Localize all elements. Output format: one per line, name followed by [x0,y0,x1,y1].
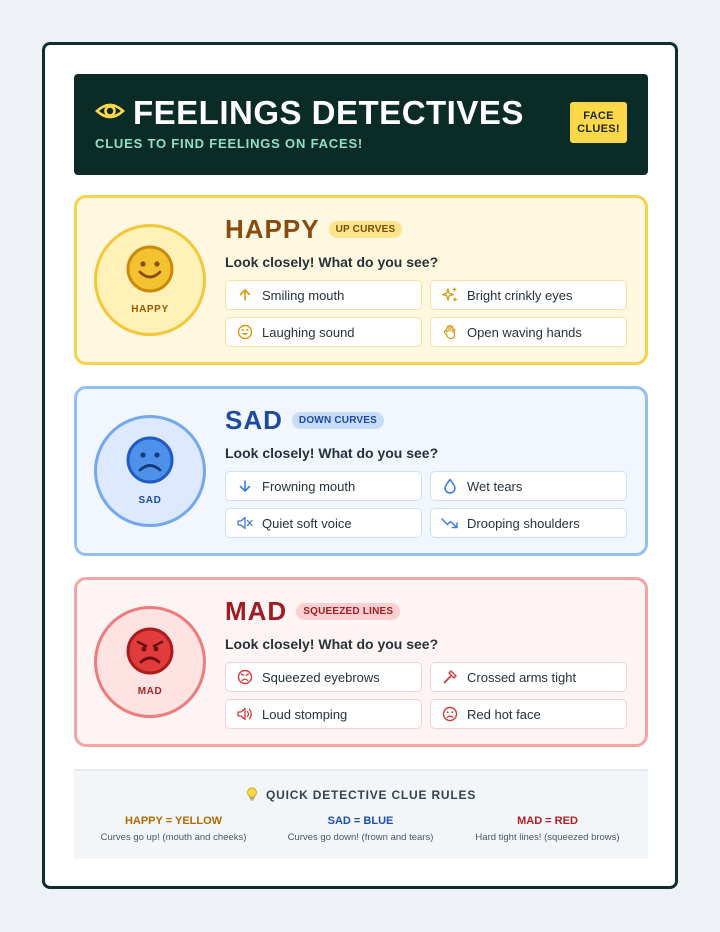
mad-circle-label: MAD [137,686,163,697]
clue-quiet-voice [225,508,422,538]
mad-face-icon [125,626,175,676]
sad-heading-row [225,405,384,436]
clue-laughing-sound [225,317,422,347]
happy-heading: HAPPY [225,214,320,244]
clue-label: Red hot face [467,706,541,722]
rule-detail: Curves go up! (mouth and cheeks) [100,832,247,843]
laughing-face-icon [236,323,254,341]
mad-card [74,577,648,747]
clue-label: Crossed arms tight [467,669,577,685]
sad-pill: DOWN CURVES [292,412,384,429]
rules-title: QUICK DETECTIVE CLUE RULES [265,788,477,802]
clue-label: Smiling mouth [262,287,345,303]
sad-face-icon [125,435,175,485]
sparkles-icon [441,286,459,304]
page-title: FEELINGS DETECTIVES [133,94,524,131]
happy-pill: UP CURVES [329,221,403,238]
volume-loud-icon [236,705,254,723]
title-row [95,94,524,132]
rule-sad [265,815,456,843]
sad-heading: SAD [225,405,283,435]
trending-down-icon [441,514,459,532]
clue-label: Loud stomping [262,706,348,722]
sad-face-circle [94,415,206,527]
clue-crossed-arms [430,662,627,692]
clue-waving-hands [430,317,627,347]
mad-heading: MAD [225,596,288,626]
clue-frowning-mouth [225,471,422,501]
clue-squeezed-eyebrows [225,662,422,692]
clue-label: Open waving hands [467,324,582,340]
mad-prompt: Look closely! What do you see? [225,636,439,652]
rule-detail: Curves go down! (frown and tears) [287,832,434,843]
clue-label: Wet tears [467,478,523,494]
worksheet [42,42,678,889]
frown-face-icon [441,705,459,723]
happy-card [74,195,648,365]
clue-rules-panel [74,769,648,859]
clue-label: Bright crinkly eyes [467,287,573,303]
sad-prompt: Look closely! What do you see? [225,445,439,461]
lightbulb-icon [246,788,266,802]
sad-card [74,386,648,556]
angry-face-icon [236,668,254,686]
rule-heading: MAD = RED [517,815,578,827]
volume-mute-icon [236,514,254,532]
clue-label: Quiet soft voice [262,515,352,531]
happy-circle-label: HAPPY [131,304,169,315]
hammer-icon [441,668,459,686]
happy-face-circle [94,224,206,336]
rule-happy [78,815,269,843]
badge-line-2: CLUES! [577,123,620,135]
clue-loud-stomping [225,699,422,729]
page-subtitle: CLUES TO FIND FEELINGS ON FACES! [95,136,364,151]
mad-face-circle [94,606,206,718]
droplet-icon [441,477,459,495]
clue-label: Squeezed eyebrows [262,669,380,685]
sad-circle-label: SAD [138,495,162,506]
rule-heading: SAD = BLUE [327,815,394,827]
rules-title-row [74,787,648,802]
clue-smiling-mouth [225,280,422,310]
eye-icon [95,100,125,127]
mad-pill: SQUEEZED LINES [296,603,400,620]
badge-line-1: FACE [583,110,614,122]
mad-heading-row [225,596,400,627]
rule-heading: HAPPY = YELLOW [124,815,223,827]
rule-detail: Hard tight lines! (squeezed brows) [475,832,620,843]
arrow-down-icon [236,477,254,495]
clue-wet-tears [430,471,627,501]
clue-label: Frowning mouth [262,478,356,494]
happy-face-icon [125,244,175,294]
clue-label: Laughing sound [262,324,355,340]
clue-red-hot-face [430,699,627,729]
waving-hand-icon [441,323,459,341]
face-clues-badge [570,102,627,143]
happy-heading-row [225,214,402,245]
clue-bright-eyes [430,280,627,310]
clue-drooping-shoulders [430,508,627,538]
arrow-up-icon [236,286,254,304]
happy-prompt: Look closely! What do you see? [225,254,439,270]
rule-mad [452,815,643,843]
clue-label: Drooping shoulders [467,515,580,531]
header-banner [74,74,648,175]
